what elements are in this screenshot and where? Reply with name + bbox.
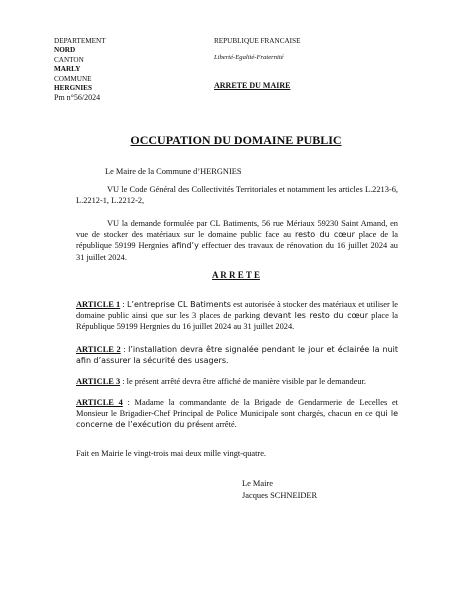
article-1-label: ARTICLE 1 [76, 300, 121, 309]
article-4-label: ARTICLE 4 [76, 398, 123, 407]
header-canton: CANTON [54, 55, 84, 64]
article-1-text-1: : [120, 300, 127, 309]
arrete-heading: A R R E T E [212, 270, 260, 280]
vu-code-paragraph: VU le Code Général des Collectivités Territoriales et notamment les articles L.2213-6, L.2212-1, L.2212-2, [76, 185, 398, 206]
closing-statement: Fait en Mairie le vingt-trois mai deux mille vingt-quatre. [76, 449, 267, 458]
article-2-text-2: l’installation devra être signalée pendant le jour et éclairée la nuit afin d’assurer la sécurité des usagers. [76, 345, 399, 366]
article-2-text-1: : [120, 345, 129, 354]
header-departement-name: NORD [54, 46, 76, 55]
header-commune: COMMUNE [54, 74, 92, 83]
article-1-text-5: place la République 59199 Hergnies du 16 juillet 2024 au 31 juillet 2024. [76, 311, 398, 332]
vu-request-paragraph [76, 218, 398, 263]
header-departement: DEPARTEMENT [54, 37, 106, 45]
reference-number: Pm n°56/2024 [54, 93, 101, 103]
arrete-du-maire-title: ARRETE DU MAIRE [214, 81, 291, 90]
header-canton-name: MARLY [54, 65, 81, 74]
header-right [214, 37, 394, 63]
vu-request-text-1: VU la demande formulée par CL Batiments, 56 rue Mériaux 59230 Saint Amand, en vue de stocker des matériaux sur le domaine public face au [76, 219, 398, 240]
vu-request-text-4: afind’y [171, 241, 199, 251]
document-title: OCCUPATION DU DOMAINE PUBLIC [130, 133, 342, 147]
article-3-label: ARTICLE 3 [76, 377, 121, 386]
article-1-text-4: devant les resto du cœur [263, 311, 369, 321]
article-3 [76, 376, 398, 387]
article-4-text-1: : Madame la commandante de la Brigade de Gendarmerie de Lecelles et Monsieur le Brigadier-Chef Principal de Police Municipale sont chargés, chacun en ce [76, 398, 398, 419]
article-3-text: : le présent arrêté devra être affiché de manière visible par le demandeur. [120, 377, 367, 386]
article-1-text-2: L’entreprise CL Batiments [126, 300, 231, 309]
vu-request-text-3: place de la république 59199 Hergnies [76, 230, 398, 251]
article-4 [76, 397, 398, 431]
vu-request-text-2: resto du cœur [294, 230, 355, 240]
article-2 [76, 344, 398, 366]
article-4-text-3: sent arrêté. [200, 420, 237, 430]
republic-motto: Liberté-Egalité-Fraternité [214, 54, 284, 62]
header-left [54, 37, 194, 103]
article-1-text-3: est autorisée à stocker des matériaux et utiliser le domaine public ainsi que sur les 3 places de parking [76, 300, 399, 321]
republic-title: REPUBLIQUE FRANCAISE [214, 37, 301, 45]
mayor-intro: Le Maire de la Commune d’HERGNIES [105, 167, 242, 176]
signature-name: Jacques SCHNEIDER [242, 491, 318, 500]
article-2-label: ARTICLE 2 [76, 345, 121, 354]
header-commune-name: HERGNIES [54, 84, 92, 93]
vu-request-text-5: effectuer des travaux de rénovation du 16 juillet 2024 au 31 juillet 2024. [76, 241, 398, 262]
article-4-text-2: qui le concerne de l’exécution du pré [76, 409, 399, 430]
signature-title: Le Maire [242, 479, 273, 488]
article-1 [76, 299, 398, 333]
